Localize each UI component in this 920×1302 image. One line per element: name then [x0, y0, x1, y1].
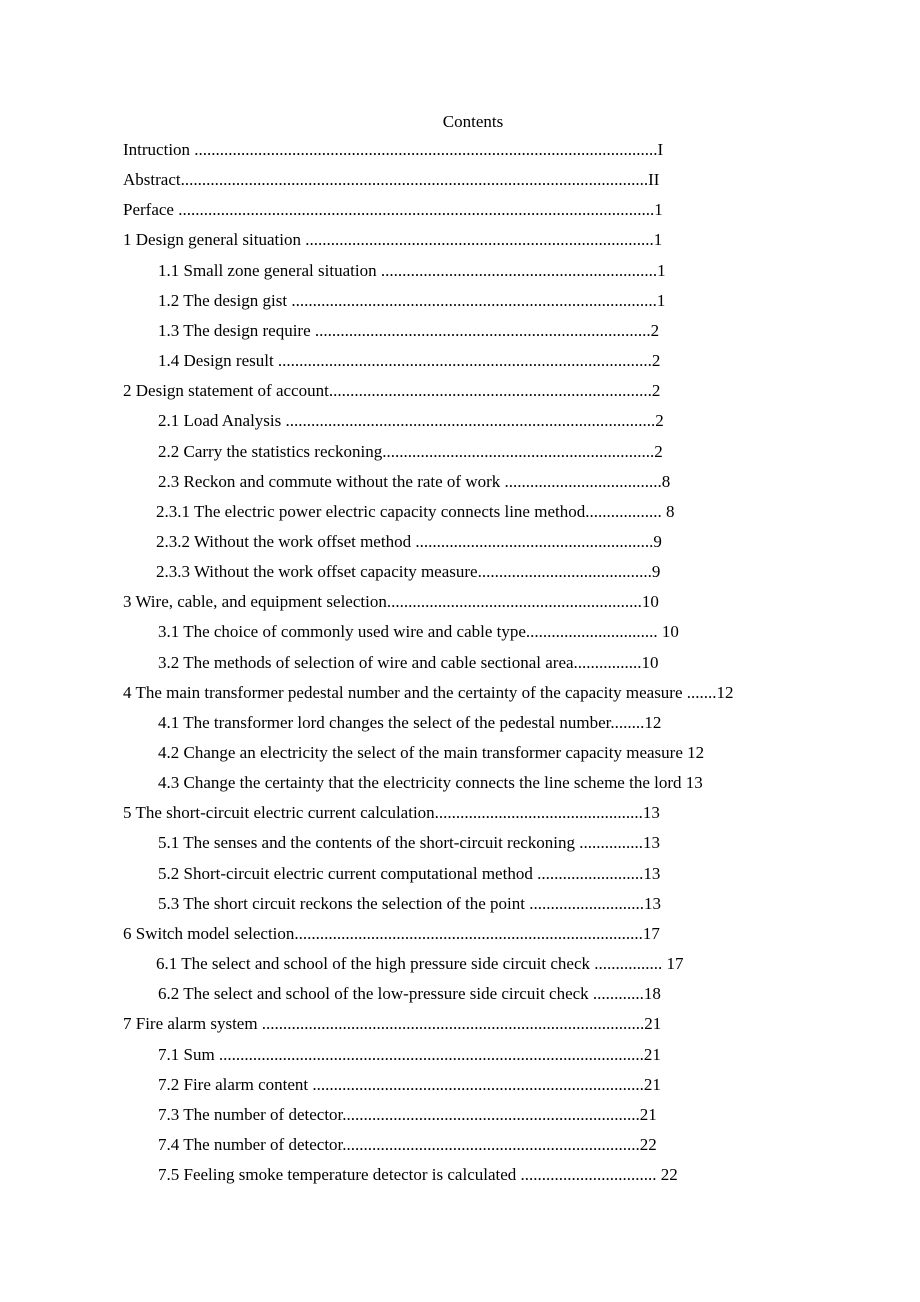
- toc-entry-text: 2.3.3 Without the work offset capacity measure.........................................9: [156, 562, 661, 582]
- toc-section-entry: [158, 894, 661, 914]
- toc-entry-text: 5.2 Short-circuit electric current computational method .........................13: [158, 863, 661, 883]
- toc-entry-text: 4.2 Change an electricity the select of the main transformer capacity measure 12: [158, 743, 705, 762]
- toc-section-entry: [158, 833, 660, 853]
- toc-entry-text: 4 The main transformer pedestal number and the certainty of the capacity measure .......12: [123, 682, 734, 702]
- toc-entry-text: 6 Switch model selection..................................................................................17: [123, 923, 660, 943]
- toc-entry-text: 3 Wire, cable, and equipment selection............................................................10: [123, 592, 659, 612]
- toc-entry-text: 5.3 The short circuit reckons the selection of the point ...........................13: [158, 893, 661, 913]
- toc-section-entry: [158, 261, 666, 281]
- toc-section-entry: [156, 562, 660, 582]
- toc-chapter-entry: [123, 924, 660, 944]
- toc-chapter-entry: [123, 200, 663, 220]
- toc-chapter-entry: [123, 803, 660, 823]
- toc-entry-text: 3.1 The choice of commonly used wire and cable type............................... 10: [158, 622, 679, 642]
- toc-entry-text: 4.1 The transformer lord changes the select of the pedestal number........12: [158, 712, 662, 732]
- toc-chapter-entry: [123, 140, 663, 160]
- toc-section-entry: [158, 291, 665, 311]
- toc-section-entry: [158, 411, 664, 431]
- toc-entry-text: Intruction .............................................................................................................I: [123, 140, 664, 159]
- toc-entry-text: 6.1 The select and school of the high pressure side circuit check ................ 17: [156, 954, 684, 974]
- toc-section-entry: [158, 321, 659, 341]
- toc-entry-text: 2.3.2 Without the work offset method ........................................................9: [156, 531, 662, 551]
- toc-entry-text: Perface ................................................................................................................1: [123, 200, 663, 220]
- toc-section-entry: [158, 1075, 661, 1095]
- toc-entry-text: 7.4 The number of detector......................................................................22: [158, 1134, 657, 1154]
- toc-chapter-entry: [123, 1014, 661, 1034]
- toc-section-entry: [156, 532, 662, 552]
- toc-chapter-entry: [123, 170, 659, 190]
- toc-entry-text: 4.3 Change the certainty that the electricity connects the line scheme the lord 13: [158, 773, 703, 793]
- toc-entry-text: 7.5 Feeling smoke temperature detector is calculated ................................ 22: [158, 1165, 678, 1185]
- toc-entry-text: 2.2 Carry the statistics reckoning................................................................2: [158, 441, 663, 461]
- toc-section-entry: [156, 502, 674, 522]
- toc-entry-text: 2.3.1 The electric power electric capacity connects line method.................. 8: [156, 501, 675, 521]
- toc-entry-text: Abstract..............................................................................................................II: [123, 170, 660, 190]
- toc-entry-text: 2 Design statement of account............................................................................2: [123, 381, 661, 401]
- toc-entry-text: 5.1 The senses and the contents of the short-circuit reckoning ...............13: [158, 833, 661, 853]
- toc-entry-text: 7 Fire alarm system ..........................................................................................21: [123, 1014, 662, 1034]
- toc-entry-text: 1.2 The design gist ......................................................................................1: [158, 290, 666, 310]
- page-title: Contents: [442, 112, 504, 131]
- toc-entry-text: 1.1 Small zone general situation .................................................................1: [158, 260, 666, 280]
- toc-entry-text: 1.4 Design result ........................................................................................2: [158, 351, 661, 371]
- toc-section-entry: [158, 653, 659, 673]
- toc-entry-text: 5 The short-circuit electric current calculation.................................................13: [123, 803, 660, 823]
- toc-section-entry: [158, 743, 704, 763]
- toc-section-entry: [158, 984, 661, 1004]
- toc-entry-text: 7.1 Sum ....................................................................................................21: [158, 1044, 661, 1064]
- toc-section-entry: [158, 442, 663, 462]
- toc-section-entry: [158, 713, 661, 733]
- toc-section-entry: [158, 472, 670, 492]
- toc-section-entry: [158, 1165, 678, 1185]
- toc-section-entry: [158, 1135, 657, 1155]
- toc-section-entry: [158, 773, 703, 793]
- toc-section-entry: [158, 864, 660, 884]
- toc-entry-text: 1.3 The design require ...............................................................................2: [158, 320, 660, 340]
- toc-chapter-entry: [123, 683, 734, 703]
- toc-section-entry: [158, 622, 679, 642]
- toc-section-entry: [158, 1105, 657, 1125]
- toc-chapter-entry: [123, 381, 660, 401]
- toc-entry-text: 3.2 The methods of selection of wire and cable sectional area................10: [158, 652, 659, 672]
- toc-section-entry: [158, 1045, 661, 1065]
- toc-section-entry: [158, 351, 660, 371]
- toc-entry-text: 6.2 The select and school of the low-pressure side circuit check ............18: [158, 984, 661, 1004]
- toc-entry-text: 2.3 Reckon and commute without the rate of work .....................................8: [158, 471, 671, 491]
- toc-entry-text: 7.2 Fire alarm content ..............................................................................21: [158, 1074, 661, 1094]
- toc-entry-text: 2.1 Load Analysis .......................................................................................2: [158, 411, 664, 431]
- toc-entry-text: 7.3 The number of detector......................................................................21: [158, 1104, 657, 1124]
- toc-chapter-entry: [123, 592, 659, 612]
- toc-entry-text: 1 Design general situation ..................................................................................1: [123, 230, 663, 250]
- toc-section-entry: [156, 954, 684, 974]
- toc-chapter-entry: [123, 230, 662, 250]
